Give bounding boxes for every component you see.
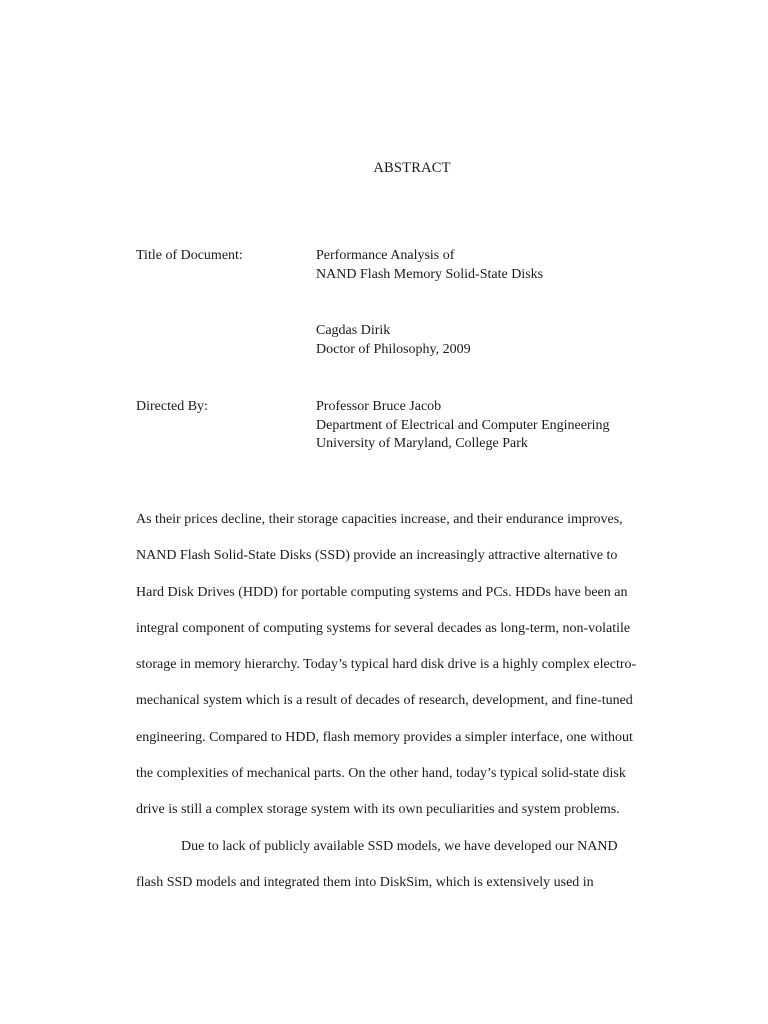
body-line: drive is still a complex storage system with its own peculiarities and system problems. <box>136 802 620 818</box>
title-line: NAND Flash Memory Solid-State Disks <box>316 266 544 282</box>
director-department: Department of Electrical and Computer Engineering <box>316 417 610 433</box>
body-line: Hard Disk Drives (HDD) for portable computing systems and PCs. HDDs have been an <box>136 584 628 600</box>
body-line: the complexities of mechanical parts. On the other hand, today’s typical solid-state disk <box>136 766 626 782</box>
body-line: flash SSD models and integrated them into DiskSim, which is extensively used in <box>136 874 594 890</box>
abstract-body <box>136 510 666 909</box>
abstract-heading: ABSTRACT <box>373 160 451 176</box>
title-line: Performance Analysis of <box>316 248 455 263</box>
author-name: Cagdas Dirik <box>316 323 391 338</box>
title-label: Title of Document: <box>136 248 243 263</box>
author-degree: Doctor of Philosophy, 2009 <box>316 341 471 357</box>
title-row <box>136 247 696 284</box>
director-label: Directed By: <box>136 399 208 414</box>
document-metadata <box>136 247 696 492</box>
body-line-indented: Due to lack of publicly available SSD models, we have developed our NAND <box>181 838 618 854</box>
director-university: University of Maryland, College Park <box>316 436 528 451</box>
director-name: Professor Bruce Jacob <box>316 399 442 414</box>
director-values <box>316 398 696 454</box>
body-line: NAND Flash Solid-State Disks (SSD) provide an increasingly attractive alternative to <box>136 548 618 564</box>
body-line: integral component of computing systems for several decades as long-term, non-volatile <box>136 620 631 636</box>
author-label-spacer <box>136 322 316 359</box>
body-line: storage in memory hierarchy. Today’s typical hard disk drive is a highly complex electro- <box>136 657 637 673</box>
director-row <box>136 398 696 454</box>
author-row <box>136 322 696 359</box>
body-line: As their prices decline, their storage capacities increase, and their endurance improves, <box>136 512 623 527</box>
body-line: mechanical system which is a result of decades of research, development, and fine-tuned <box>136 693 633 709</box>
body-line: engineering. Compared to HDD, flash memory provides a simpler interface, one without <box>136 729 633 745</box>
title-values <box>316 247 696 284</box>
author-values <box>316 322 696 359</box>
